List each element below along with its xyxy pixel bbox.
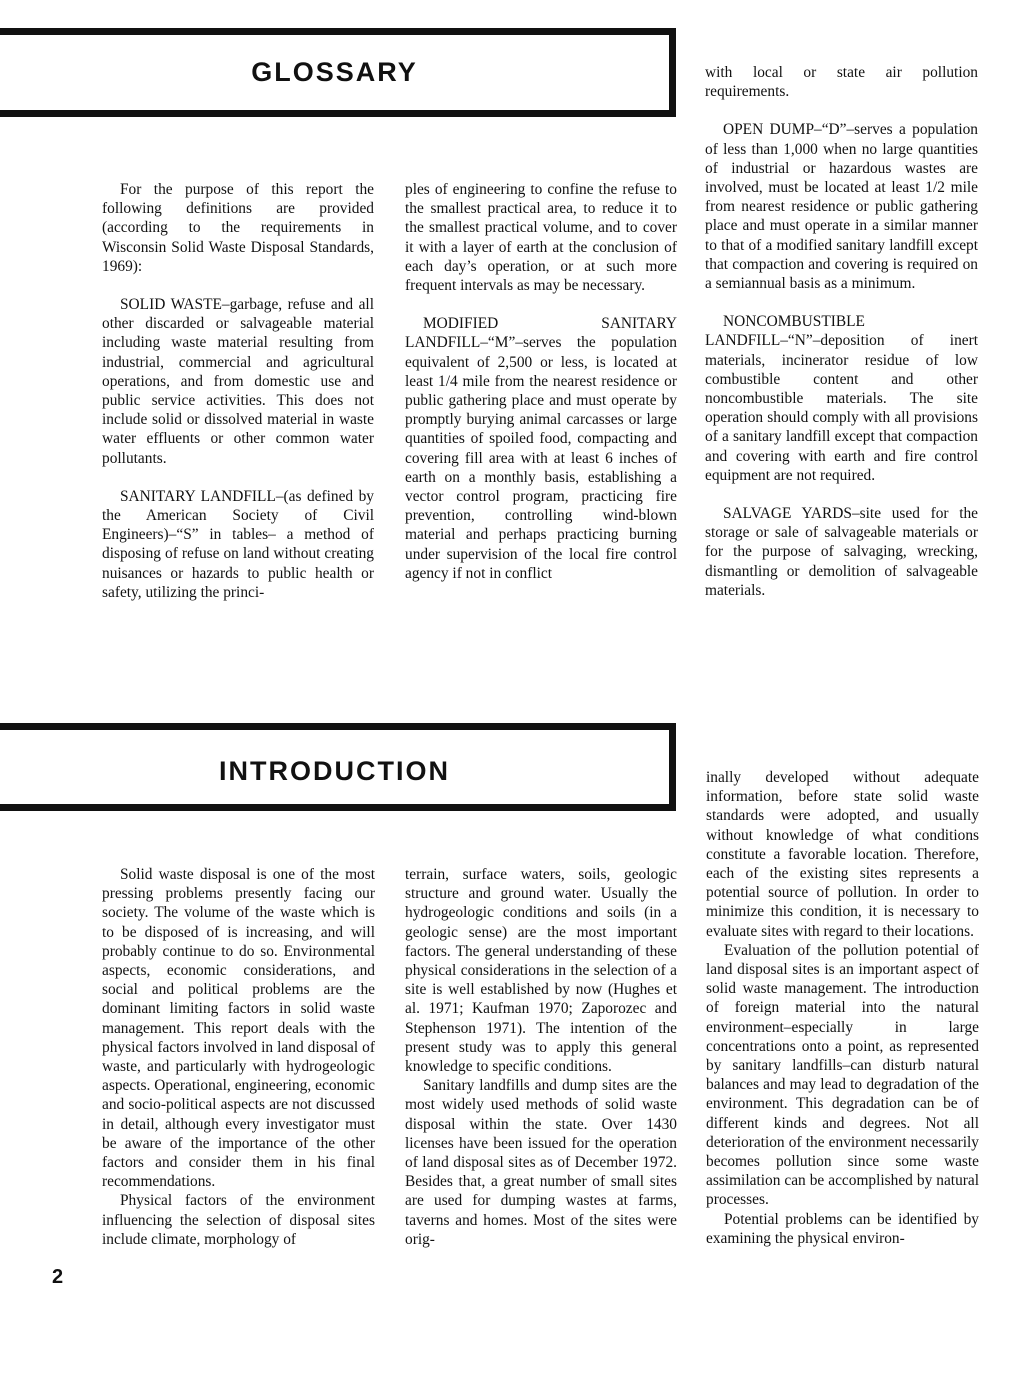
- definition-modified-sanitary-landfill: MODIFIED SANITARY LANDFILL–“M”–serves the population equivalent of 2,500 or less, is located at least 1/4 mile from the nearest residence or public gathering place and must operate by promptly burying animal carcasses or large quantities of spoiled food, compacting and covering fill area with at least 6 inches of earth on a monthly basis, establishing a vector control program, practicing fire prevention, controlling wind-blown material and perhaps practicing burning under supervision of the local fire control agency if not in conflict: [405, 315, 677, 582]
- glossary-column-1: [102, 180, 374, 602]
- intro-paragraph-3: Sanitary landfills and dump sites are the most widely used methods of solid waste disposal within the state. Over 1430 licenses have been issued for the operation of land disposal sites as of December 1972. Besides that, a great number of small sites are used for dumping wastes at farms, taverns and homes. Most of the sites were orig-: [405, 1077, 677, 1248]
- intro-paragraph-5: Potential problems can be identified by examining the physical environ-: [706, 1210, 979, 1247]
- definition-modified-landfill-continued: with local or state air pollution requirements.: [705, 64, 978, 101]
- glossary-column-2: [405, 180, 677, 583]
- page-number: 2: [52, 1266, 64, 1288]
- introduction-column-2: [405, 865, 677, 1249]
- definition-salvage-yards: SALVAGE YARDS–site used for the storage or sale of salvageable materials or for the purpose of salvaging, wrecking, dismantling or demolition of salvageable materials.: [705, 505, 978, 599]
- definition-solid-waste: SOLID WASTE–garbage, refuse and all other discarded or salvageable material including waste material resulting from industrial, commercial and agricultural operations, and from domestic use and public service activities. This does not include solid or dissolved material in waste water effluents or other common water pollutants.: [102, 296, 374, 467]
- glossary-header-box: [0, 28, 676, 117]
- glossary-title: GLOSSARY: [251, 57, 418, 87]
- glossary-column-3: [705, 63, 978, 600]
- definition-sanitary-landfill-continued: ples of engineering to confine the refuse to the smallest practical area, to reduce it to the smallest practical volume, and to cover it with a layer of earth at the conclusion of each day’s operation, or at such more frequent intervals as may be necessary.: [405, 181, 677, 295]
- definition-sanitary-landfill: SANITARY LANDFILL–(as defined by the American Society of Civil Engineers)–“S” in tables– a method of disposing of refuse on land without creating nuisances or hazards to public health or safety, utilizing the princi-: [102, 487, 374, 601]
- introduction-title: INTRODUCTION: [219, 756, 450, 786]
- intro-paragraph-2: Physical factors of the environment influencing the selection of disposal sites include climate, morphology of: [102, 1192, 375, 1248]
- intro-paragraph-1: Solid waste disposal is one of the most pressing problems presently facing our society. The volume of the waste which is to be disposed of is increasing, and will probably continue to do so. Environmental aspects, economic considerations, and social and political problems are the dominant limiting factors in solid waste management. This report deals with the physical factors involved in land disposal of waste, and particularly with hydrogeologic aspects. Operational, engineering, economic and socio-political aspects are not discussed in detail, although every investigator must be aware of the importance of the other factors and consider them in his final recommendations.: [102, 866, 375, 1191]
- introduction-column-3: [706, 768, 979, 1248]
- intro-paragraph-2-continued: terrain, surface waters, soils, geologic structure and ground water. Usually the hydrogeologic conditions and soils (in a geologic sense) are the most important factors. The general understanding of these physical considerations in the selection of a site is well established by now (Hughes et al. 1971; Kaufman 1970; Zaporozec and Stephenson 1971). The intention of the present study was to apply this general knowledge to specific conditions.: [405, 866, 677, 1076]
- intro-paragraph-4: Evaluation of the pollution potential of land disposal sites is an important aspect of solid waste management. The introduction of foreign material into the natural environment–especially in large concentrations onto a point, as represented by sanitary landfills–can disturb natural balances and may lead to degradation of the environment. This degradation can be of different kinds and degrees. Not all deterioration of the environment necessarily becomes pollution since some waste assimilation can be accomplished by natural processes.: [706, 941, 979, 1209]
- introduction-column-1: [102, 865, 375, 1249]
- glossary-intro-paragraph: For the purpose of this report the following definitions are provided (according to the requirements in Wisconsin Solid Waste Disposal Standards, 1969):: [102, 181, 374, 275]
- definition-open-dump: OPEN DUMP–“D”–serves a population of less than 1,000 when no large quantities of industrial or hazardous wastes are involved, must be located at least 1/2 mile from nearest residence or public gathering place and must operate in a similar manner to that of a modified sanitary landfill except that compaction and covering is required on a semiannual basis as a minimum.: [705, 121, 978, 293]
- definition-noncombustible-landfill: NONCOMBUSTIBLE LANDFILL–“N”–deposition of inert materials, incinerator residue of low combustible content and other noncombustible materials. The site operation should comply with all provisions of a sanitary landfill except that compaction and covering with earth and fire control equipment are not required.: [705, 313, 978, 484]
- introduction-header-box: [0, 723, 676, 811]
- intro-paragraph-3-continued: inally developed without adequate information, before state solid waste standards were adopted, and usually without knowledge of what conditions constitute a favorable location. Therefore, each of the existing sites represents a potential source of pollution. In order to minimize this condition, it is necessary to evaluate sites with regard to their locations.: [706, 769, 979, 940]
